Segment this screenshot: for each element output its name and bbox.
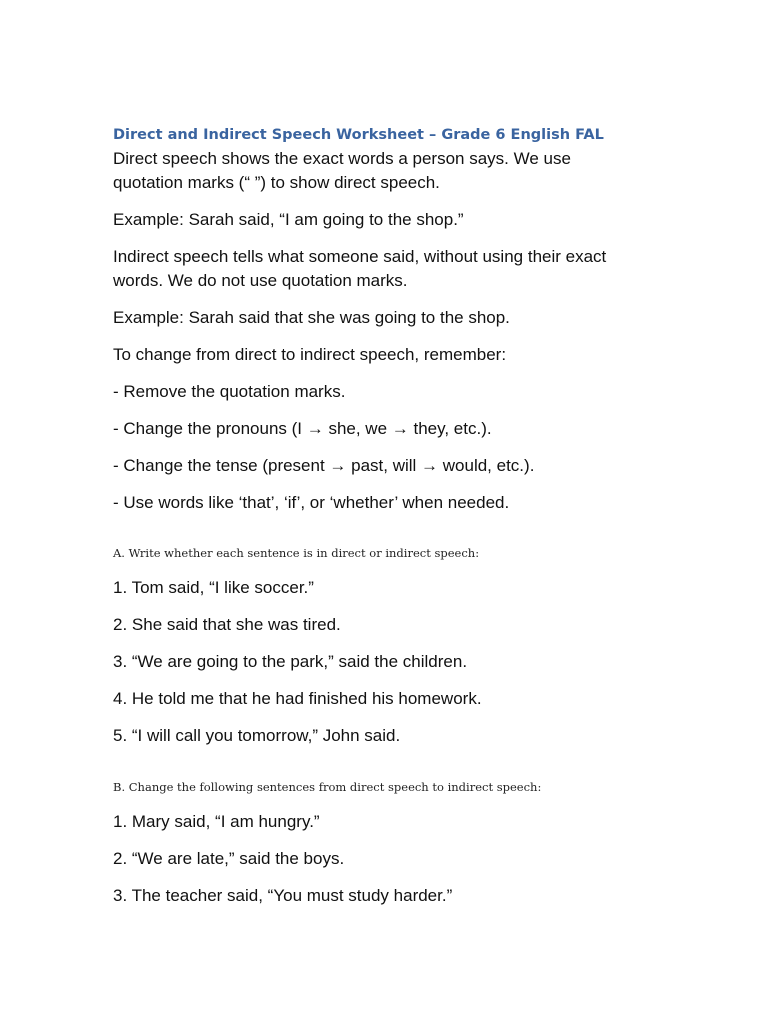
section-a-item: 5. “I will call you tomorrow,” John said. [113,726,401,745]
section-b-heading: B. Change the following sentences from direct speech to indirect speech: [113,780,542,794]
rule-item: - Remove the quotation marks. [113,382,346,401]
section-a [113,544,633,748]
section-b-item: 3. The teacher said, “You must study harder.” [113,886,453,905]
rule-item: - Change the tense (present → past, will → would, etc.). [113,456,535,475]
section-a-item: 3. “We are going to the park,” said the children. [113,652,468,671]
rule-item: - Change the pronouns (I → she, we → they, etc.). [113,419,492,438]
section-b-item: 2. “We are late,” said the boys. [113,849,345,868]
intro-paragraph-direct-definition: Direct speech shows the exact words a person says. We use quotation marks (“ ”) to show direct speech. [113,149,571,192]
section-a-item: 2. She said that she was tired. [113,615,341,634]
intro-paragraph-indirect-definition: Indirect speech tells what someone said, without using their exact words. We do not use quotation marks. [113,247,607,290]
intro-paragraph-remember: To change from direct to indirect speech, remember: [113,345,507,364]
section-a-item: 1. Tom said, “I like soccer.” [113,578,314,597]
rules-list [113,380,633,515]
section-b-item: 1. Mary said, “I am hungry.” [113,812,320,831]
section-a-heading: A. Write whether each sentence is in direct or indirect speech: [113,546,480,560]
document-body [113,124,633,921]
section-b [113,778,633,908]
intro-paragraph-direct-example: Example: Sarah said, “I am going to the shop.” [113,210,464,229]
rule-item: - Use words like ‘that’, ‘if’, or ‘whether’ when needed. [113,493,510,512]
intro-paragraph-indirect-example: Example: Sarah said that she was going to the shop. [113,308,510,327]
worksheet-title: Direct and Indirect Speech Worksheet – Grade 6 English FAL [113,127,604,143]
section-a-item: 4. He told me that he had finished his homework. [113,689,482,708]
